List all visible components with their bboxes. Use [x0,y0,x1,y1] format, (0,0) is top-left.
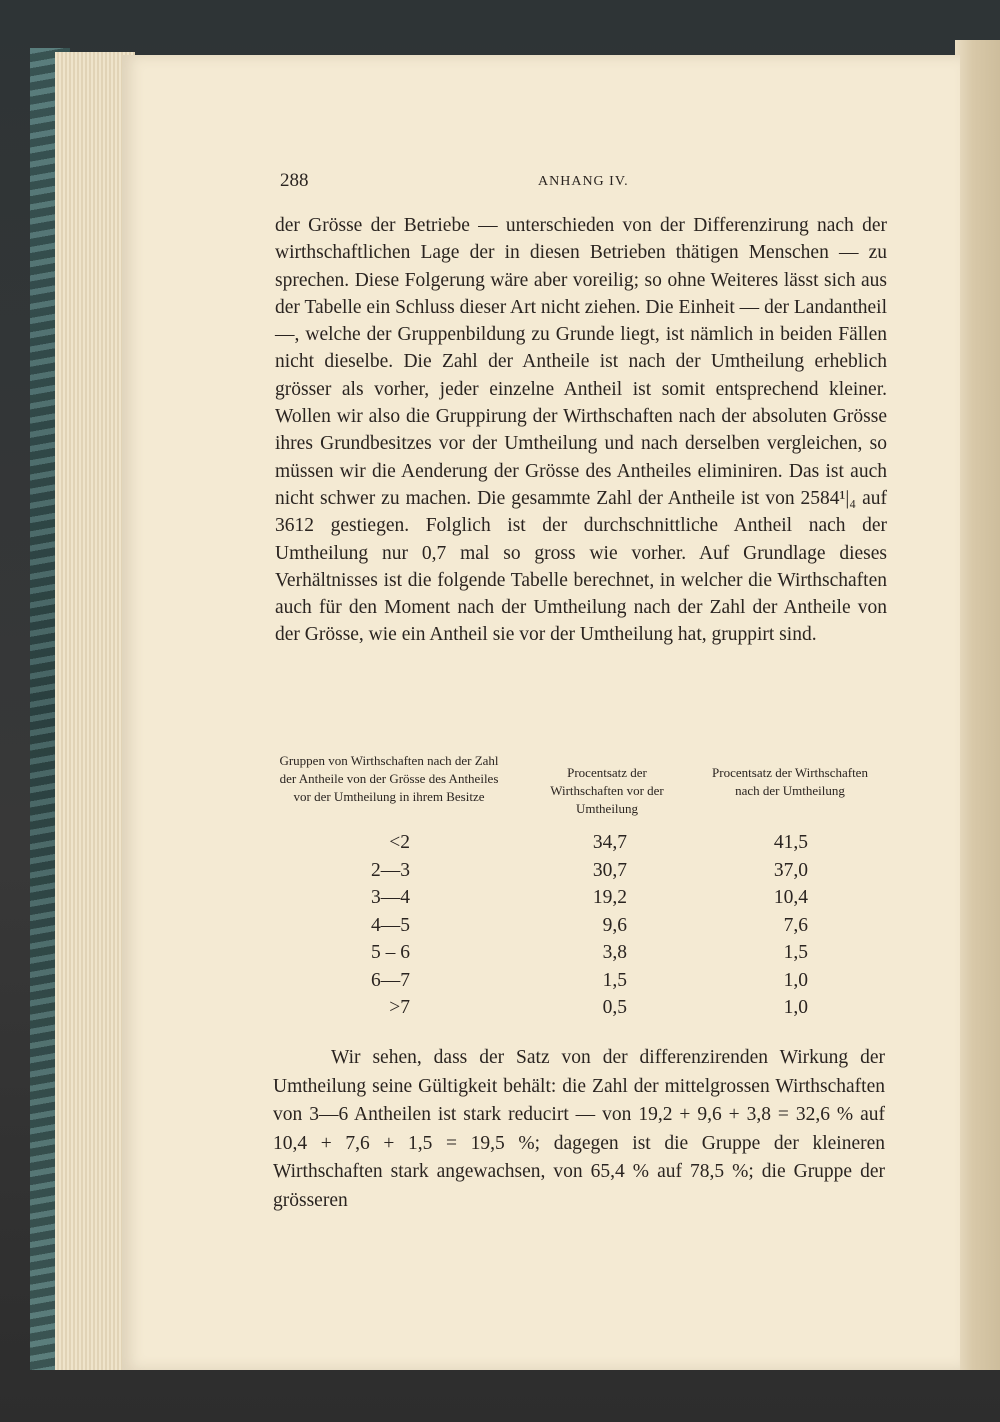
page-number: 288 [280,170,309,191]
cell-before: 19,2 [592,887,627,908]
cell-after: 37,0 [773,859,808,881]
table-row [270,887,890,915]
table-row [270,915,890,943]
table-row [270,997,890,1025]
cell-after: 1,0 [783,997,808,1018]
table-header-after: Procentsatz der Wirthschaften nach der Umtheilung [712,765,868,798]
cell-group: 3—4 [371,887,410,908]
running-title: ANHANG IV. [538,174,629,189]
cell-before: 3,8 [602,942,627,963]
cell-group: <2 [389,832,410,853]
facing-page-edge [955,40,1000,1370]
table-row [270,832,890,860]
table-header-groups: Gruppen von Wirthschaften nach der Zahl der Antheile von der Grösse des Antheiles vor der Umtheilung in ihrem Besitze [279,753,499,804]
cell-after: 1,5 [783,942,808,963]
cell-before: 1,5 [602,969,627,991]
cell-group: 5 – 6 [371,942,410,963]
cell-after: 7,6 [783,914,808,936]
data-table [270,752,890,1025]
cell-group: >7 [389,997,410,1018]
paragraph-text: der Grösse der Betriebe — unterschieden von der Differenzirung nach der wirthschaftlichen Lage der in diesen Betrieben thätigen Menschen — zu sprechen. Diese Folgerung wäre aber voreilig; so ohne Weiteres lässt sich aus der Tabelle ein Schluss dieser Art nicht ziehen. Die Einheit — der Landantheil —, welche der Gruppenbildung zu Grunde liegt, ist nämlich in beiden Fällen nicht dieselbe. Die Zahl der Antheile ist nach der Umtheilung erheblich grösser als vorher, jeder einzelne Antheil ist somit entsprechend kleiner. Wollen wir also die Gruppirung der Wirthschaften nach der absoluten Grösse ihres Grundbesitzes vor der Umtheilung und nach derselben vergleichen, so müssen wir die Aenderung der Grösse des Antheiles eliminiren. Das ist auch nicht schwer zu machen. Die gesammte Zahl der Antheile ist von 2584¹|₄ auf 3612 gestiegen. Folglich ist der durchschnittliche Antheil nach der Umtheilung nur 0,7 mal so gross wie vorher. Auf Grundlage dieses Verhältnisses ist die folgende Tabelle berechnet, in welcher die Wirthschaften auch für den Moment nach der Umtheilung nach der Zahl der Antheile von der Grösse, wie ein Antheil sie vor der Umtheilung hat, gruppirt sind. [275,215,887,646]
cell-before: 34,7 [592,832,627,853]
cell-before: 0,5 [602,997,627,1018]
cell-group: 6—7 [371,969,410,991]
cell-group: 2—3 [371,859,410,881]
cell-group: 4—5 [371,914,410,936]
cell-after: 10,4 [773,887,808,908]
paragraph-text: Wir sehen, dass der Satz von der differenzirenden Wirkung der Umtheilung seine Gültigkeit behält: die Zahl der mittelgrossen Wirthschaften von 3—6 Antheilen ist stark reducirt — von 19,2 + 9,6 + 3,8 = 32,6 % auf 10,4 + 7,6 + 1,5 = 19,5 %; dagegen ist die Gruppe der kleineren Wirthschaften stark angewachsen, von 65,4 % auf 78,5 %; die Gruppe der grösseren [273,1047,885,1211]
table-row [270,970,890,998]
cell-before: 30,7 [592,859,627,881]
table-body [270,832,890,1025]
body-paragraph-1 [275,212,887,649]
table-header-before: Procentsatz der Wirthschaften vor der Umtheilung [550,765,664,816]
table-row [270,942,890,970]
cell-after: 1,0 [783,969,808,991]
cell-after: 41,5 [773,832,808,853]
table-header-row [270,752,890,832]
page-header [280,170,885,194]
table-row [270,860,890,888]
body-paragraph-2 [273,1044,885,1215]
cell-before: 9,6 [602,914,627,936]
